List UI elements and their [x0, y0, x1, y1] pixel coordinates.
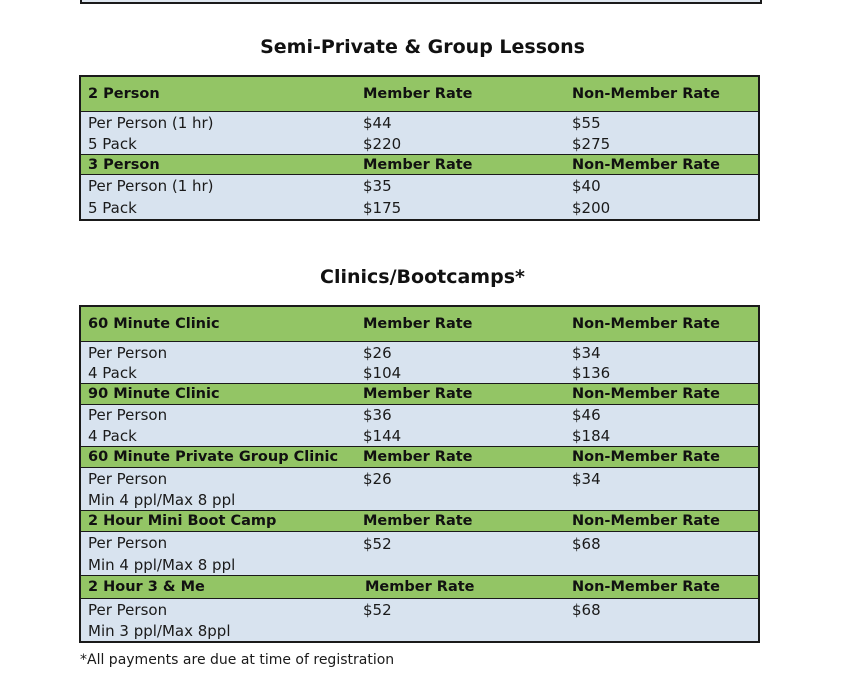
member-price: $52 — [363, 600, 392, 619]
non-member-rate-header: Non-Member Rate — [572, 86, 720, 102]
table-row — [81, 405, 758, 425]
row-label: Per Person (1 hr) — [88, 177, 214, 195]
non-member-price: $46 — [572, 406, 601, 424]
group-header-90-minute-clinic — [81, 383, 758, 405]
table-row — [81, 197, 758, 219]
table-row — [81, 620, 758, 641]
non-member-price: $68 — [572, 535, 601, 553]
non-member-rate-header: Non-Member Rate — [572, 579, 720, 595]
row-label: 5 Pack — [88, 134, 137, 153]
group-header-3-person — [81, 154, 758, 175]
group-name: 60 Minute Clinic — [88, 316, 220, 332]
member-rate-header: Member Rate — [363, 513, 473, 529]
row-label: 5 Pack — [88, 199, 137, 217]
non-member-price: $136 — [572, 364, 611, 382]
member-price: $144 — [363, 426, 402, 445]
member-rate-header: Member Rate — [363, 86, 473, 102]
table-row — [81, 489, 758, 510]
non-member-rate-header: Non-Member Rate — [572, 386, 720, 402]
member-rate-header: Member Rate — [363, 449, 473, 465]
group-header-2-person — [81, 77, 758, 112]
row-label: 4 Pack — [88, 364, 137, 382]
member-price: $36 — [363, 406, 392, 424]
row-label: Min 3 ppl/Max 8ppl — [88, 621, 231, 640]
member-rate-header: Member Rate — [363, 386, 473, 402]
row-label: Per Person — [88, 534, 168, 552]
non-member-rate-header: Non-Member Rate — [572, 156, 720, 173]
semi-private-title: Semi-Private & Group Lessons — [260, 36, 585, 58]
non-member-price: $275 — [572, 134, 611, 153]
group-name: 90 Minute Clinic — [88, 386, 220, 402]
payment-footnote: *All payments are due at time of registration — [80, 652, 395, 668]
non-member-price: $34 — [572, 343, 601, 362]
table-row — [81, 342, 758, 363]
non-member-rate-header: Non-Member Rate — [572, 513, 720, 529]
row-label: Per Person — [88, 406, 168, 424]
table-row — [81, 425, 758, 446]
table-row — [81, 112, 758, 133]
group-header-3-and-me — [81, 575, 758, 599]
row-label: Per Person — [88, 600, 168, 619]
group-name: 2 Hour Mini Boot Camp — [88, 513, 277, 529]
member-price: $44 — [363, 113, 392, 132]
row-label: Min 4 ppl/Max 8 ppl — [88, 555, 236, 574]
non-member-price: $55 — [572, 113, 601, 132]
member-price: $26 — [363, 343, 392, 362]
non-member-price: $40 — [572, 177, 601, 195]
row-label: Per Person (1 hr) — [88, 113, 214, 132]
table-row — [81, 554, 758, 575]
member-rate-header: Member Rate — [363, 316, 473, 332]
table-row — [81, 363, 758, 383]
group-header-private-group-clinic — [81, 446, 758, 468]
non-member-rate-header: Non-Member Rate — [572, 449, 720, 465]
table-row — [81, 133, 758, 154]
clinics-table — [79, 305, 760, 643]
non-member-price: $68 — [572, 600, 601, 619]
group-name: 60 Minute Private Group Clinic — [88, 449, 339, 465]
group-name: 2 Hour 3 & Me — [88, 579, 205, 595]
non-member-price: $184 — [572, 426, 611, 445]
member-price: $35 — [363, 177, 392, 195]
row-label: Min 4 ppl/Max 8 ppl — [88, 490, 236, 509]
table-row — [81, 468, 758, 489]
non-member-rate-header: Non-Member Rate — [572, 316, 720, 332]
member-rate-header: Member Rate — [365, 579, 475, 595]
table-row — [81, 175, 758, 197]
non-member-price: $34 — [572, 469, 601, 488]
member-price: $220 — [363, 134, 402, 153]
table-row — [81, 599, 758, 620]
group-name: 2 Person — [88, 86, 160, 102]
clinics-title: Clinics/Bootcamps* — [320, 266, 525, 288]
member-rate-header: Member Rate — [363, 156, 473, 173]
non-member-price: $200 — [572, 199, 611, 217]
member-price: $52 — [363, 535, 392, 553]
group-name: 3 Person — [88, 156, 160, 173]
member-price: $104 — [363, 364, 402, 382]
semi-private-table — [79, 75, 760, 221]
row-label: Per Person — [88, 469, 168, 488]
member-price: $175 — [363, 199, 402, 217]
row-label: Per Person — [88, 343, 168, 362]
row-label: 4 Pack — [88, 426, 137, 445]
group-header-60-minute-clinic — [81, 307, 758, 342]
group-header-mini-boot-camp — [81, 510, 758, 532]
previous-table-edge — [80, 0, 762, 4]
table-row — [81, 532, 758, 554]
member-price: $26 — [363, 469, 392, 488]
